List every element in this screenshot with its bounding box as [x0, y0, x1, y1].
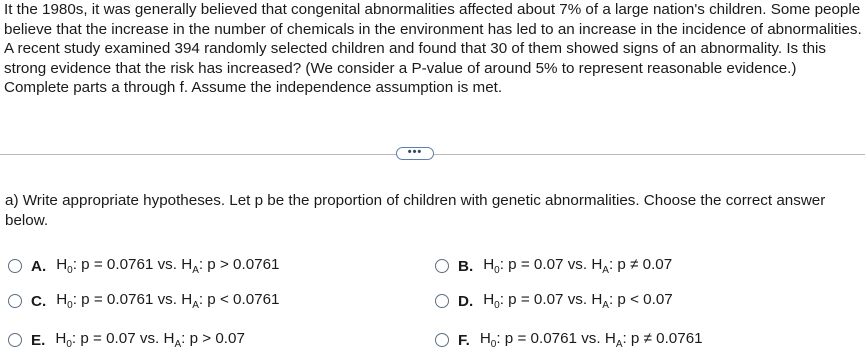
- option-letter: A.: [31, 257, 47, 275]
- radio-button-icon[interactable]: [8, 259, 22, 273]
- option-a[interactable]: [8, 255, 280, 277]
- expand-more-button[interactable]: •••: [396, 147, 434, 160]
- radio-button-icon[interactable]: [8, 333, 22, 347]
- option-hypotheses: $H_0$: p = 0.07 vs. $H_A$: p < 0.07: [483, 291, 673, 311]
- radio-button-icon[interactable]: [435, 294, 449, 308]
- option-letter: C.: [31, 292, 47, 310]
- option-d[interactable]: [435, 290, 673, 312]
- option-letter: E.: [31, 331, 46, 349]
- option-b[interactable]: [435, 255, 672, 277]
- option-hypotheses: $H_0$: p = 0.07 vs. $H_A$: p ≠ 0.07: [483, 256, 673, 276]
- option-letter: D.: [458, 292, 474, 310]
- option-c[interactable]: [8, 290, 280, 312]
- option-hypotheses: $H_0$: p = 0.0761 vs. $H_A$: p < 0.0761: [56, 291, 280, 311]
- option-letter: B.: [458, 257, 474, 275]
- problem-statement: It the 1980s, it was generally believed that congenital abnormalities affected about 7% of a large nation's children. Some people believe that the increase in the number of chemicals in the environment has led to an increase in the incidence of abnormalities. A recent study examined 394 randomly selected children and found that 30 of them showed signs of an abnormality. Is this strong evidence that the risk has increased? (We consider a P-value of around 5% to represent reasonable evidence.) Complete parts a through f. Assume the independence assumption is met.: [4, 1, 862, 96]
- option-hypotheses: $H_0$: p = 0.07 vs. $H_A$: p > 0.07: [55, 330, 245, 350]
- option-e[interactable]: [8, 329, 245, 351]
- option-letter: F.: [458, 331, 470, 349]
- radio-button-icon[interactable]: [435, 259, 449, 273]
- option-hypotheses: $H_0$: p = 0.0761 vs. $H_A$: p > 0.0761: [56, 256, 280, 276]
- option-f[interactable]: [435, 329, 703, 351]
- radio-button-icon[interactable]: [8, 294, 22, 308]
- radio-button-icon[interactable]: [435, 333, 449, 347]
- option-hypotheses: $H_0$: p = 0.0761 vs. $H_A$: p ≠ 0.0761: [479, 330, 703, 350]
- question-prompt: a) Write appropriate hypotheses. Let p be the proportion of children with genetic abnormalities. Choose the correct answer below.: [5, 192, 826, 229]
